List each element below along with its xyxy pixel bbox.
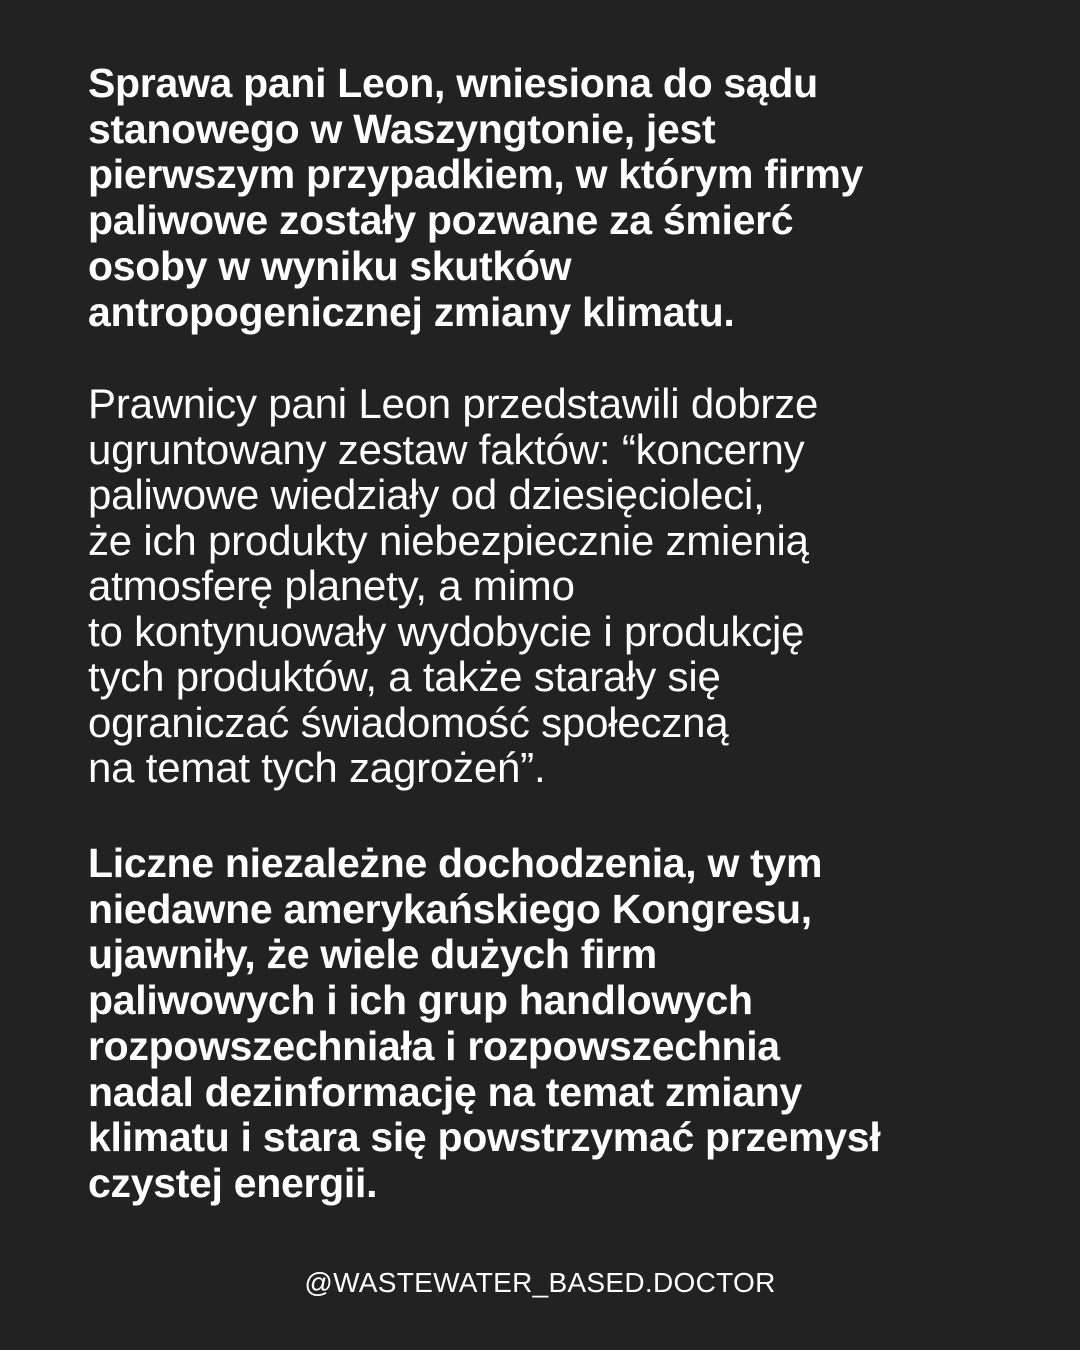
- text-line: ugruntowany zestaw faktów: “koncerny: [88, 425, 805, 473]
- text-line: klimatu i stara się powstrzymać przemysł: [88, 1114, 881, 1161]
- text-line: paliwowe zostały pozwane za śmierć: [88, 197, 794, 244]
- text-line: paliwowe wiedziały od dziesięcioleci,: [88, 471, 765, 518]
- text-line: rozpowszechniała i rozpowszechnia: [88, 1022, 780, 1069]
- text-line: Liczne niezależne dochodzenia, w tym: [88, 840, 823, 886]
- paragraph-intro: [88, 61, 863, 335]
- text-line: pierwszym przypadkiem, w którym firmy: [88, 151, 864, 198]
- text-line: że ich produkty niebezpiecznie zmienią: [88, 516, 809, 564]
- paragraph-quote: [88, 381, 818, 791]
- text-line: Prawnicy pani Leon przedstawili dobrze: [88, 380, 819, 427]
- text-line: ograniczać świadomość społeczną: [88, 698, 729, 746]
- text-line: stanowego w Waszyngtonie, jest: [88, 105, 716, 152]
- text-line: ujawniły, że wiele dużych firm: [88, 931, 657, 978]
- text-line: antropogenicznej zmiany klimatu.: [88, 288, 735, 335]
- text-line: na temat tych zagrożeń”.: [88, 744, 546, 791]
- text-line: atmosferę planety, a mimo: [88, 562, 575, 609]
- account-handle: @WASTEWATER_BASED.DOCTOR: [304, 1267, 776, 1298]
- text-line: paliwowych i ich grup handlowych: [88, 977, 753, 1024]
- text-line: nadal dezinformację na temat zmiany: [88, 1068, 803, 1115]
- text-line: czystej energii.: [88, 1159, 378, 1206]
- paragraph-investigations: [88, 841, 880, 1207]
- text-line: osoby w wyniku skutków: [88, 242, 572, 289]
- text-line: to kontynuowały wydobycie i produkcję: [88, 607, 805, 655]
- text-line: tych produktów, a także starały się: [88, 653, 721, 700]
- text-line: niedawne amerykańskiego Kongresu,: [88, 885, 812, 932]
- text-line: Sprawa pani Leon, wniesiona do sądu: [88, 60, 818, 106]
